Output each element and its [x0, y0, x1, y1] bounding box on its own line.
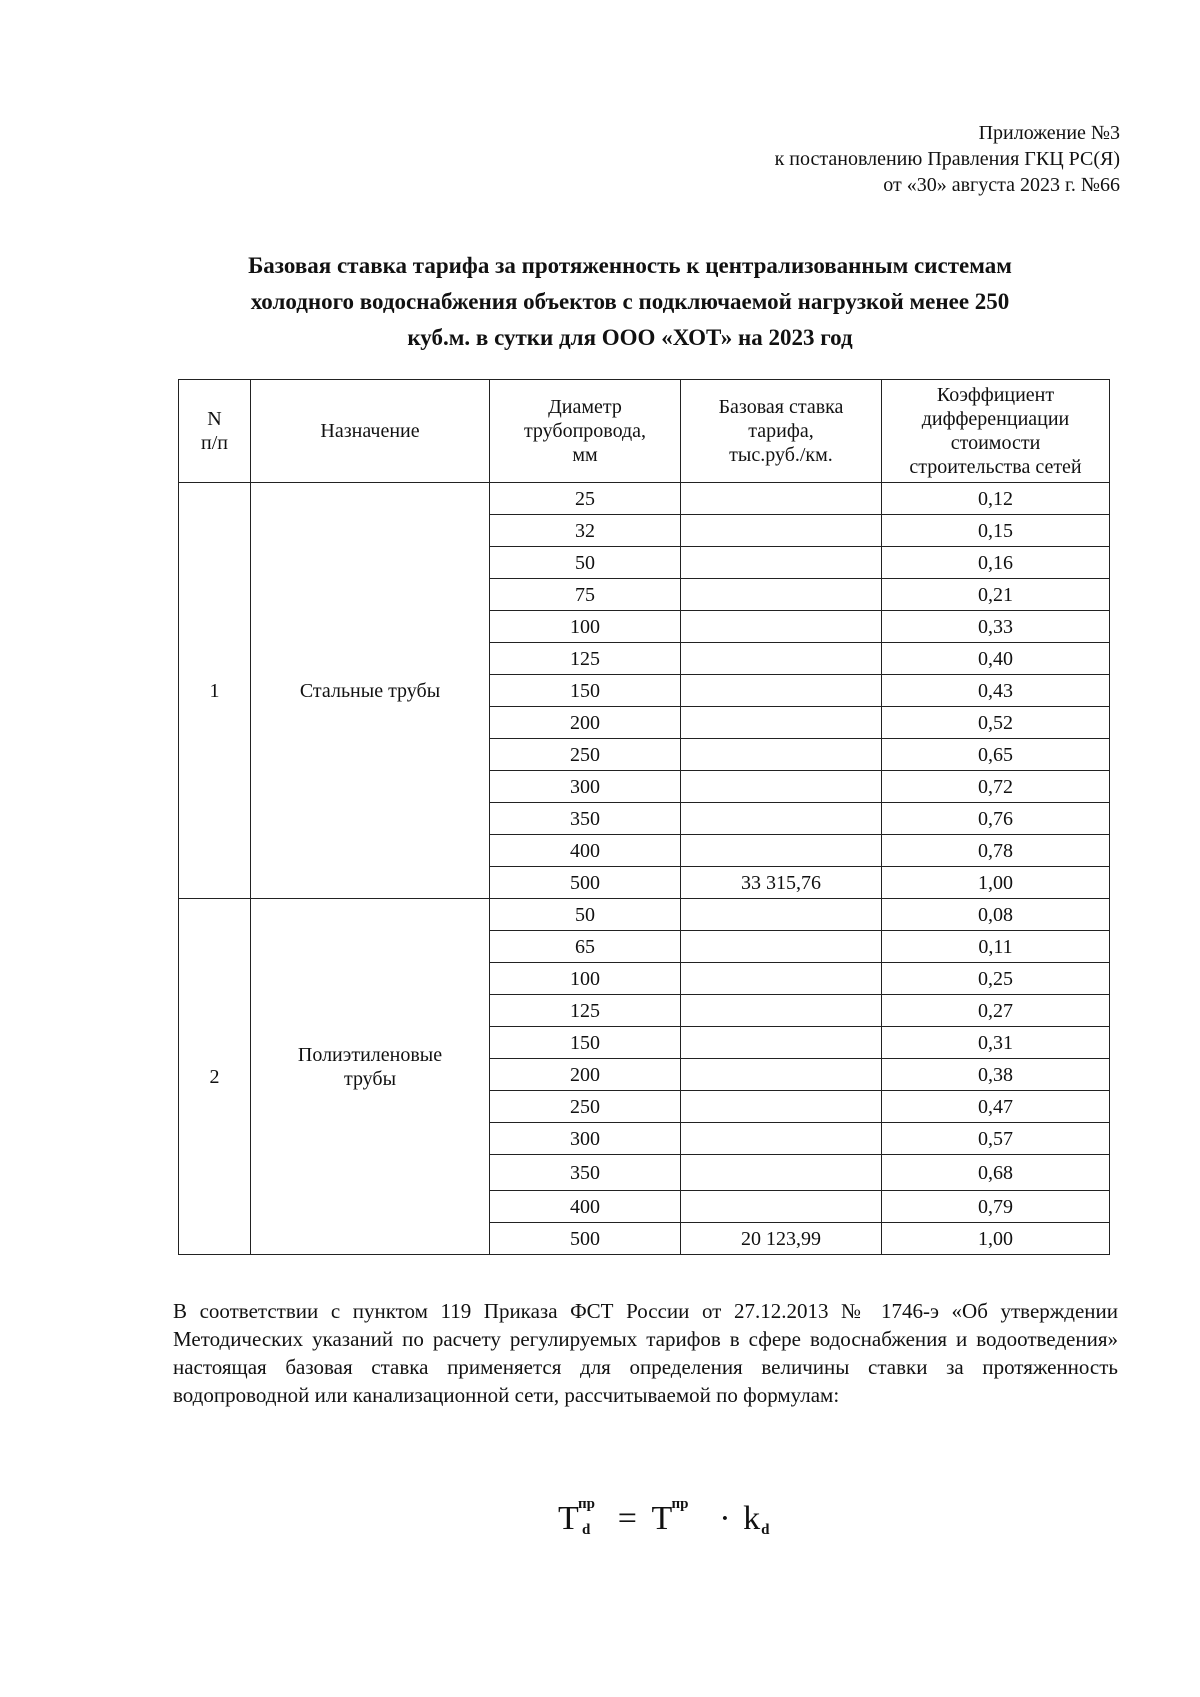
- diameter-cell: 400: [490, 835, 681, 867]
- header-diameter: [490, 380, 681, 483]
- coef-cell: 0,68: [882, 1155, 1110, 1191]
- diameter-cell: 300: [490, 1123, 681, 1155]
- group-purpose-cell: [251, 899, 490, 1255]
- coef-cell: 0,40: [882, 643, 1110, 675]
- formula-k-symbol: k: [743, 1500, 761, 1537]
- table-header-row: [179, 380, 1110, 483]
- table-body: [179, 483, 1110, 1255]
- rate-cell: [681, 643, 882, 675]
- diameter-cell: 200: [490, 1059, 681, 1091]
- appendix-line-1: Приложение №3: [978, 122, 1120, 144]
- header-rate-line-3: тыс.руб./км.: [729, 444, 833, 466]
- rate-cell: [681, 547, 882, 579]
- rate-cell: [681, 835, 882, 867]
- header-purpose: Назначение: [251, 380, 490, 483]
- rate-cell: [681, 963, 882, 995]
- rate-cell: [681, 771, 882, 803]
- formula-lhs-subscript: d: [582, 1522, 591, 1538]
- header-coefficient: [882, 380, 1110, 483]
- group-number-cell: 2: [179, 899, 251, 1255]
- coef-cell: 0,27: [882, 995, 1110, 1027]
- group-purpose-cell: [251, 483, 490, 899]
- rate-cell: [681, 611, 882, 643]
- header-base-rate: [681, 380, 882, 483]
- header-coef-line-3: стоимости: [950, 432, 1041, 454]
- diameter-cell: 50: [490, 899, 681, 931]
- formula-lhs: [558, 1496, 595, 1538]
- formula-k: [743, 1500, 770, 1538]
- header-number: [179, 380, 251, 483]
- coef-cell: 1,00: [882, 867, 1110, 899]
- appendix-header: [775, 120, 1120, 198]
- diameter-cell: 125: [490, 995, 681, 1027]
- appendix-line-3: от «30» августа 2023 г. №66: [883, 174, 1120, 196]
- rate-formula: [558, 1496, 770, 1538]
- diameter-cell: 250: [490, 739, 681, 771]
- diameter-cell: 75: [490, 579, 681, 611]
- diameter-cell: 25: [490, 483, 681, 515]
- appendix-line-2: к постановлению Правления ГКЦ РС(Я): [774, 148, 1120, 170]
- diameter-cell: 500: [490, 867, 681, 899]
- coef-cell: 0,72: [882, 771, 1110, 803]
- diameter-cell: 350: [490, 803, 681, 835]
- table-row: [179, 483, 1110, 515]
- diameter-cell: 300: [490, 771, 681, 803]
- rate-cell: [681, 675, 882, 707]
- header-coef-line-4: строительства сетей: [909, 456, 1082, 478]
- rate-cell: 33 315,76: [681, 867, 882, 899]
- coef-cell: 0,11: [882, 931, 1110, 963]
- coef-cell: 0,38: [882, 1059, 1110, 1091]
- coef-cell: 0,33: [882, 611, 1110, 643]
- formula-k-subscript: d: [761, 1522, 770, 1538]
- rate-cell: [681, 931, 882, 963]
- rate-cell: [681, 1091, 882, 1123]
- formula-multiply-dot: ·: [719, 1500, 731, 1537]
- diameter-cell: 50: [490, 547, 681, 579]
- diameter-cell: 150: [490, 675, 681, 707]
- rate-cell: 20 123,99: [681, 1223, 882, 1255]
- coef-cell: 0,57: [882, 1123, 1110, 1155]
- title-line-2: холодного водоснабжения объектов с подключаемой нагрузкой менее 250: [250, 289, 1010, 314]
- coef-cell: 0,08: [882, 899, 1110, 931]
- coef-cell: 0,78: [882, 835, 1110, 867]
- coef-cell: 0,16: [882, 547, 1110, 579]
- coef-cell: 0,12: [882, 483, 1110, 515]
- diameter-cell: 100: [490, 963, 681, 995]
- diameter-cell: 125: [490, 643, 681, 675]
- formula-rhs-superscript: пр: [671, 1496, 689, 1512]
- formula-rhs: [651, 1496, 689, 1538]
- formula-equals: =: [617, 1500, 637, 1537]
- rate-cell: [681, 1059, 882, 1091]
- header-diameter-line-2: трубопровода,: [523, 420, 647, 442]
- coef-cell: 1,00: [882, 1223, 1110, 1255]
- rate-cell: [681, 1123, 882, 1155]
- diameter-cell: 200: [490, 707, 681, 739]
- diameter-cell: 500: [490, 1223, 681, 1255]
- coef-cell: 0,31: [882, 1027, 1110, 1059]
- document-title: [175, 248, 1085, 356]
- diameter-cell: 400: [490, 1191, 681, 1223]
- rate-cell: [681, 483, 882, 515]
- diameter-cell: 32: [490, 515, 681, 547]
- coef-cell: 0,43: [882, 675, 1110, 707]
- rate-cell: [681, 1191, 882, 1223]
- diameter-cell: 350: [490, 1155, 681, 1191]
- coef-cell: 0,47: [882, 1091, 1110, 1123]
- group-purpose-line-1: Полиэтиленовые: [297, 1044, 443, 1066]
- rate-cell: [681, 899, 882, 931]
- coef-cell: 0,76: [882, 803, 1110, 835]
- rate-cell: [681, 803, 882, 835]
- rate-cell: [681, 515, 882, 547]
- rate-cell: [681, 739, 882, 771]
- rate-cell: [681, 579, 882, 611]
- diameter-cell: 250: [490, 1091, 681, 1123]
- coef-cell: 0,21: [882, 579, 1110, 611]
- header-rate-line-1: Базовая ставка: [718, 396, 844, 418]
- coef-cell: 0,65: [882, 739, 1110, 771]
- rate-cell: [681, 1027, 882, 1059]
- formula-lhs-superscript: пр: [578, 1496, 595, 1512]
- formula-lhs-symbol: T: [558, 1500, 579, 1537]
- formula-rhs-symbol: T: [651, 1500, 673, 1537]
- table-row: [179, 899, 1110, 931]
- group-purpose-line-2: трубы: [343, 1068, 397, 1090]
- rate-cell: [681, 995, 882, 1027]
- rate-cell: [681, 1155, 882, 1191]
- methodology-paragraph: В соответствии с пунктом 119 Приказа ФСТ России от 27.12.2013 № 1746-э «Об утверждении Методических указаний по расчету регулируемых тарифов в сфере водоснабжения и водоотведения» настоящая базовая ставка применяется для определения величины ставки за протяженность водопроводной или канализационной сети, рассчитываемой по формулам:: [173, 1299, 1118, 1407]
- title-line-3: куб.м. в сутки для ООО «ХОТ» на 2023 год: [407, 325, 853, 350]
- header-number-line-2: п/п: [201, 432, 228, 454]
- group-purpose-line-1: Стальные трубы: [299, 680, 441, 702]
- header-coef-line-2: дифференциации: [921, 408, 1070, 430]
- coef-cell: 0,25: [882, 963, 1110, 995]
- diameter-cell: 100: [490, 611, 681, 643]
- header-diameter-line-3: мм: [572, 444, 598, 466]
- header-diameter-line-1: Диаметр: [548, 396, 622, 418]
- header-number-line-1: N: [207, 408, 222, 430]
- diameter-cell: 150: [490, 1027, 681, 1059]
- coef-cell: 0,15: [882, 515, 1110, 547]
- diameter-cell: 65: [490, 931, 681, 963]
- tariff-table: [178, 379, 1110, 1255]
- header-coef-line-1: Коэффициент: [936, 384, 1055, 406]
- rate-cell: [681, 707, 882, 739]
- coef-cell: 0,79: [882, 1191, 1110, 1223]
- title-line-1: Базовая ставка тарифа за протяженность к централизованным системам: [248, 253, 1012, 278]
- group-number-cell: 1: [179, 483, 251, 899]
- coef-cell: 0,52: [882, 707, 1110, 739]
- header-rate-line-2: тарифа,: [748, 420, 814, 442]
